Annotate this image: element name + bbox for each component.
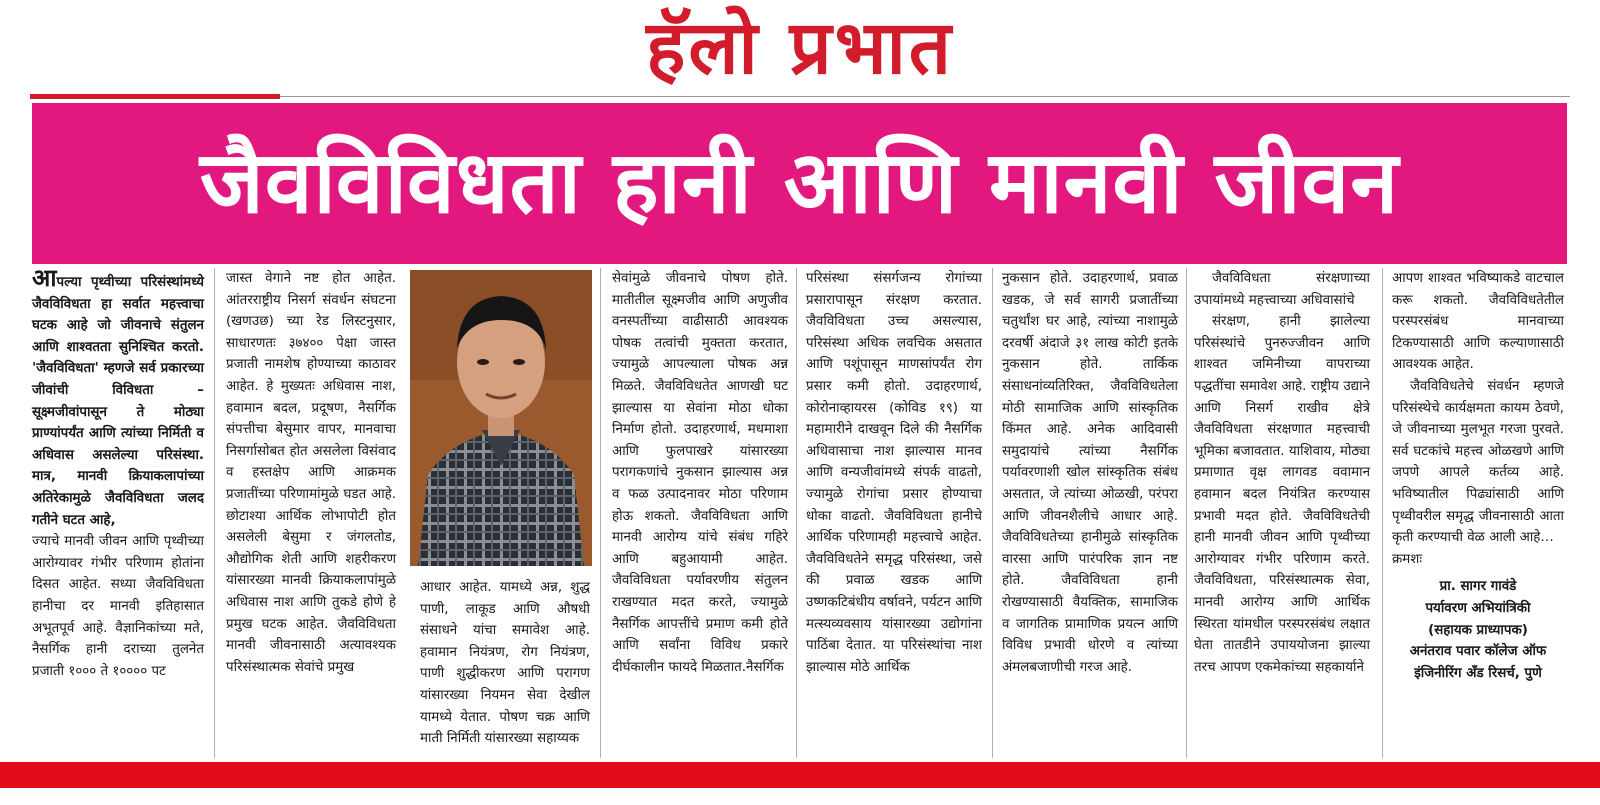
continued-label: क्रमशः	[1392, 551, 1423, 567]
article-column-4	[806, 268, 982, 678]
paragraph: जैवविविधता संरक्षणाच्या उपायांमध्ये महत्त्वाच्या अधिवासांचे	[1194, 271, 1370, 308]
masthead-rule-red	[30, 94, 280, 99]
headline-band	[32, 103, 1567, 264]
column-divider	[1382, 268, 1383, 758]
column-divider	[600, 268, 601, 758]
author-role: (सहायक प्राध्यापक)	[1428, 622, 1528, 638]
author-photo	[410, 270, 592, 566]
masthead-title: हॅलो प्रभात	[646, 5, 954, 91]
article-column-6	[1194, 268, 1370, 678]
bottom-bar	[0, 762, 1600, 788]
article-column-1	[32, 264, 204, 682]
paragraph: संरक्षण, हानी झालेल्या परिसंस्थांचे पुनरुज्जीवन आणि शाश्वत जमिनीच्या वापराच्या पद्धतींचा समावेश आहे. राष्ट्रीय उद्याने आणि निसर्ग राखीव क्षेत्रे जैवविविधता संरक्षणात महत्त्वाची भूमिका बजावतात. याशिवाय, मोठ्या प्रमाणात वृक्ष लागवड ववामान हवामान बदल नियंत्रित करण्यास प्रभावी मदत होते. जैवविविधतेची हानी मानवी जीवन आणि पृथ्वीच्या आरोग्यावर गंभीर परिणाम करते. जैवविविधता, परिसंस्थात्मक सेवा, मानवी आरोग्य आणि आर्थिक स्थिरता यांमधील परस्परसंबंध लक्षात घेता तातडीने उपाययोजना झाल्या तरच आपण एकमेकांच्या सहकार्याने	[1194, 314, 1370, 675]
paragraph: ज्याचे मानवी जीवन आणि पृथ्वीच्या आरोग्यावर गंभीर परिणाम होतांना दिसत आहेत. सध्या जैवविविधता हानीचा दर मानवी इतिहासात अभूतपूर्व आहे. वैज्ञानिकांच्या मते, नैसर्गिक हानी दराच्या तुलनेत प्रजाती १००० ते १०००० पट	[32, 534, 204, 679]
author-college: अनंतराव पवार कॉलेज ऑफ इंजिनीरिंग अँड रिसर्च, पुणे	[1409, 644, 1547, 681]
paragraph: नुकसान होते. उदाहरणार्थ, प्रवाळ खडक, जे सर्व सागरी प्रजातींच्या चतुर्थांश घर आहे, त्यांच्या नाशामुळे दरवर्षी अंदाजे ३१ लाख कोटी इतके नुकसान होते. तार्किक संसाधनांव्यतिरिक्त, जैवविविधतेला मोठी सामाजिक आणि सांस्कृतिक किंमत आहे. अनेक आदिवासी समुदायांचे त्यांच्या नैसर्गिक पर्यावरणाशी खोल सांस्कृतिक संबंध असतात, जे त्यांच्या ओळखी, परंपरा आणि जीवनशैलीचे आधार आहे. जैवविविधतेच्या हानीमुळे सांस्कृतिक वारसा आणि पारंपरिक ज्ञान नष्ट होते. जैवविविधता हानी रोखण्यासाठी वैयक्तिक, सामाजिक व जागतिक प्रामाणिक प्रयत्न आणि विविध प्रभावी धोरणे व त्यांच्या अंमलबजाणीची गरज आहे.	[1002, 271, 1178, 675]
column-divider	[992, 268, 993, 758]
headline: जैवविविधता हानी आणि मानवी जीवन	[199, 133, 1400, 233]
author-name: प्रा. सागर गावंडे	[1439, 579, 1517, 595]
paragraph: परिसंस्था संसर्गजन्य रोगांच्या प्रसारापासून संरक्षण करतात. जैवविविधता उच्च असल्यास, परिसंस्था अधिक लवचिक असतात आणि पशूंपासून माणसांपर्यंत रोग प्रसार कमी होतो. उदाहरणार्थ, कोरोनाव्हायरस (कोविड १९) या महामारीने दाखवून दिले की नैसर्गिक अधिवासाचा नाश झाल्यास मानव आणि वन्यजीवांमध्ये संपर्क वाढतो, ज्यामुळे रोगांचा प्रसार होण्याचा धोका वाढतो. जैवविविधता हानीचे आर्थिक परिणामही महत्त्वाचे आहेत. जैवविविधतेने समृद्ध परिसंस्था, जसे की प्रवाळ खडक आणि उष्णकटिबंधीय वर्षावने, पर्यटन आणि मत्स्यव्यवसाय यांसारख्या उद्योगांना पाठिंबा देतात. या परिसंस्थांचा नाश झाल्यास मोठे आर्थिक	[806, 271, 982, 675]
masthead-rule-gray	[280, 96, 1570, 97]
column-divider	[214, 268, 215, 758]
column-divider	[1186, 268, 1187, 758]
footer-faint-text	[0, 788, 1600, 805]
lead-paragraph	[32, 264, 204, 531]
article-column-3b	[612, 268, 788, 678]
column-divider	[796, 268, 797, 758]
paragraph: आपण शाश्वत भविष्याकडे वाटचाल करू शकतो. जैवविविधतेतील परस्परसंबंध मानवाच्या टिकण्यासाठी आणि कल्याणासाठी आवश्यक आहेत.	[1392, 271, 1564, 373]
author-title: पर्यावरण अभियांत्रिकी	[1425, 600, 1531, 616]
paragraph: सेवांमुळे जीवनाचे पोषण होते. मातीतील सूक्ष्मजीव आणि अणुजीव वनस्पतींच्या वाढीसाठी आवश्यक पोषक तत्वांची मुक्तता करतात, ज्यामुळे आपल्याला पोषक अन्न मिळते. जैवविविधतेत आणखी घट झाल्यास या सेवांना मोठा धोका निर्माण होतो. उदाहरणार्थ, मधमाशा आणि फुलपाखरे यांसारख्या परागकणांचे नुकसान झाल्यास अन्न व फळ उत्पादनावर मोठा परिणाम होऊ शकतो. जैवविविधता आणि मानवी आरोग्य यांचे संबंध गहिरे आणि बहुआयामी आहेत. जैवविविधता पर्यावरणीय संतुलन राखण्यात मदत करते, ज्यामुळे नैसर्गिक आपत्तींचे प्रमाण कमी होते आणि सर्वांना विविध प्रकारे दीर्घकालीन फायदे मिळतात.नैसर्गिक	[612, 271, 788, 675]
author-byline	[1392, 576, 1564, 684]
lead-text: पल्या पृथ्वीच्या परिसंस्थांमध्ये जैवविविधता हा सर्वात महत्त्वाचा घटक आहे जो जीवनाचे संतुलन आणि शाश्वतता सुनिश्चित करतो. 'जैवविविधता' म्हणजे सर्व प्रकारच्या जीवांची विविधता – सूक्ष्मजीवांपासून ते मोठ्या प्राण्यांपर्यंत आणि त्यांच्या निर्मिती व अधिवास असलेल्या परिसंस्था. मात्र, मानवी क्रियाकलापांच्या अतिरेकामुळे जैवविविधता जलद गतीने घटत आहे,	[32, 275, 204, 528]
article-column-2	[226, 268, 396, 678]
masthead	[0, 0, 1600, 100]
paragraph: आधार आहेत. यामध्ये अन्न, शुद्ध पाणी, लाकूड आणि औषधी संसाधने यांचा समावेश आहे. हवामान नियंत्रण, रोग नियंत्रण, पाणी शुद्धीकरण आणि परागण यांसारख्या नियमन सेवा देखील यामध्ये येतात. पोषण चक्र आणि माती निर्मिती यांसारख्या सहाय्यक	[420, 580, 590, 747]
drop-cap: आ	[32, 264, 57, 292]
article-column-3a	[420, 577, 590, 750]
paragraph: जैवविविधतेचे संवर्धन म्हणजे परिसंस्थेचे कार्यक्षमता कायम ठेवणे, जे जीवनाच्या मुलभूत गरजा पुरवते. सर्व घटकांचे महत्त्व ओळखणे आणि जपणे आपले कर्तव्य आहे. भविष्यातील पिढ्यांसाठी आणि पृथ्वीवरील समृद्ध जीवनासाठी आता कृती करण्याची वेळ आली आहे…	[1392, 378, 1564, 546]
paragraph: जास्त वेगाने नष्ट होत आहेत. आंतरराष्ट्रीय निसर्ग संवर्धन संघटना (खणउछ) च्या रेड लिस्टनुसार, साधारणतः ३७४०० पेक्षा जास्त प्रजाती नामशेष होण्याच्या काठावर आहेत. हे मुख्यतः अधिवास नाश, हवामान बदल, प्रदूषण, नैसर्गिक संपत्तीचा बेसुमार वापर, मानवाचा निसर्गासोबत होत असलेला विसंवाद व हस्तक्षेप आणि आक्रमक प्रजातींच्या परिणामांमुळे घडत आहे. छोटाश्या आर्थिक लोभापोटी होत असलेली बेसुमा र जंगलतोड, औद्योगिक शेती आणि शहरीकरण यांसारख्या मानवी क्रियाकलापांमुळे अधिवास नाश आणि तुकडे होणे हे प्रमुख घटक आहेत. जैवविविधता मानवी जीवनासाठी अत्यावश्यक परिसंस्थात्मक सेवांचे प्रमुख	[226, 271, 396, 675]
article-column-7	[1392, 268, 1564, 684]
article-column-5	[1002, 268, 1178, 678]
